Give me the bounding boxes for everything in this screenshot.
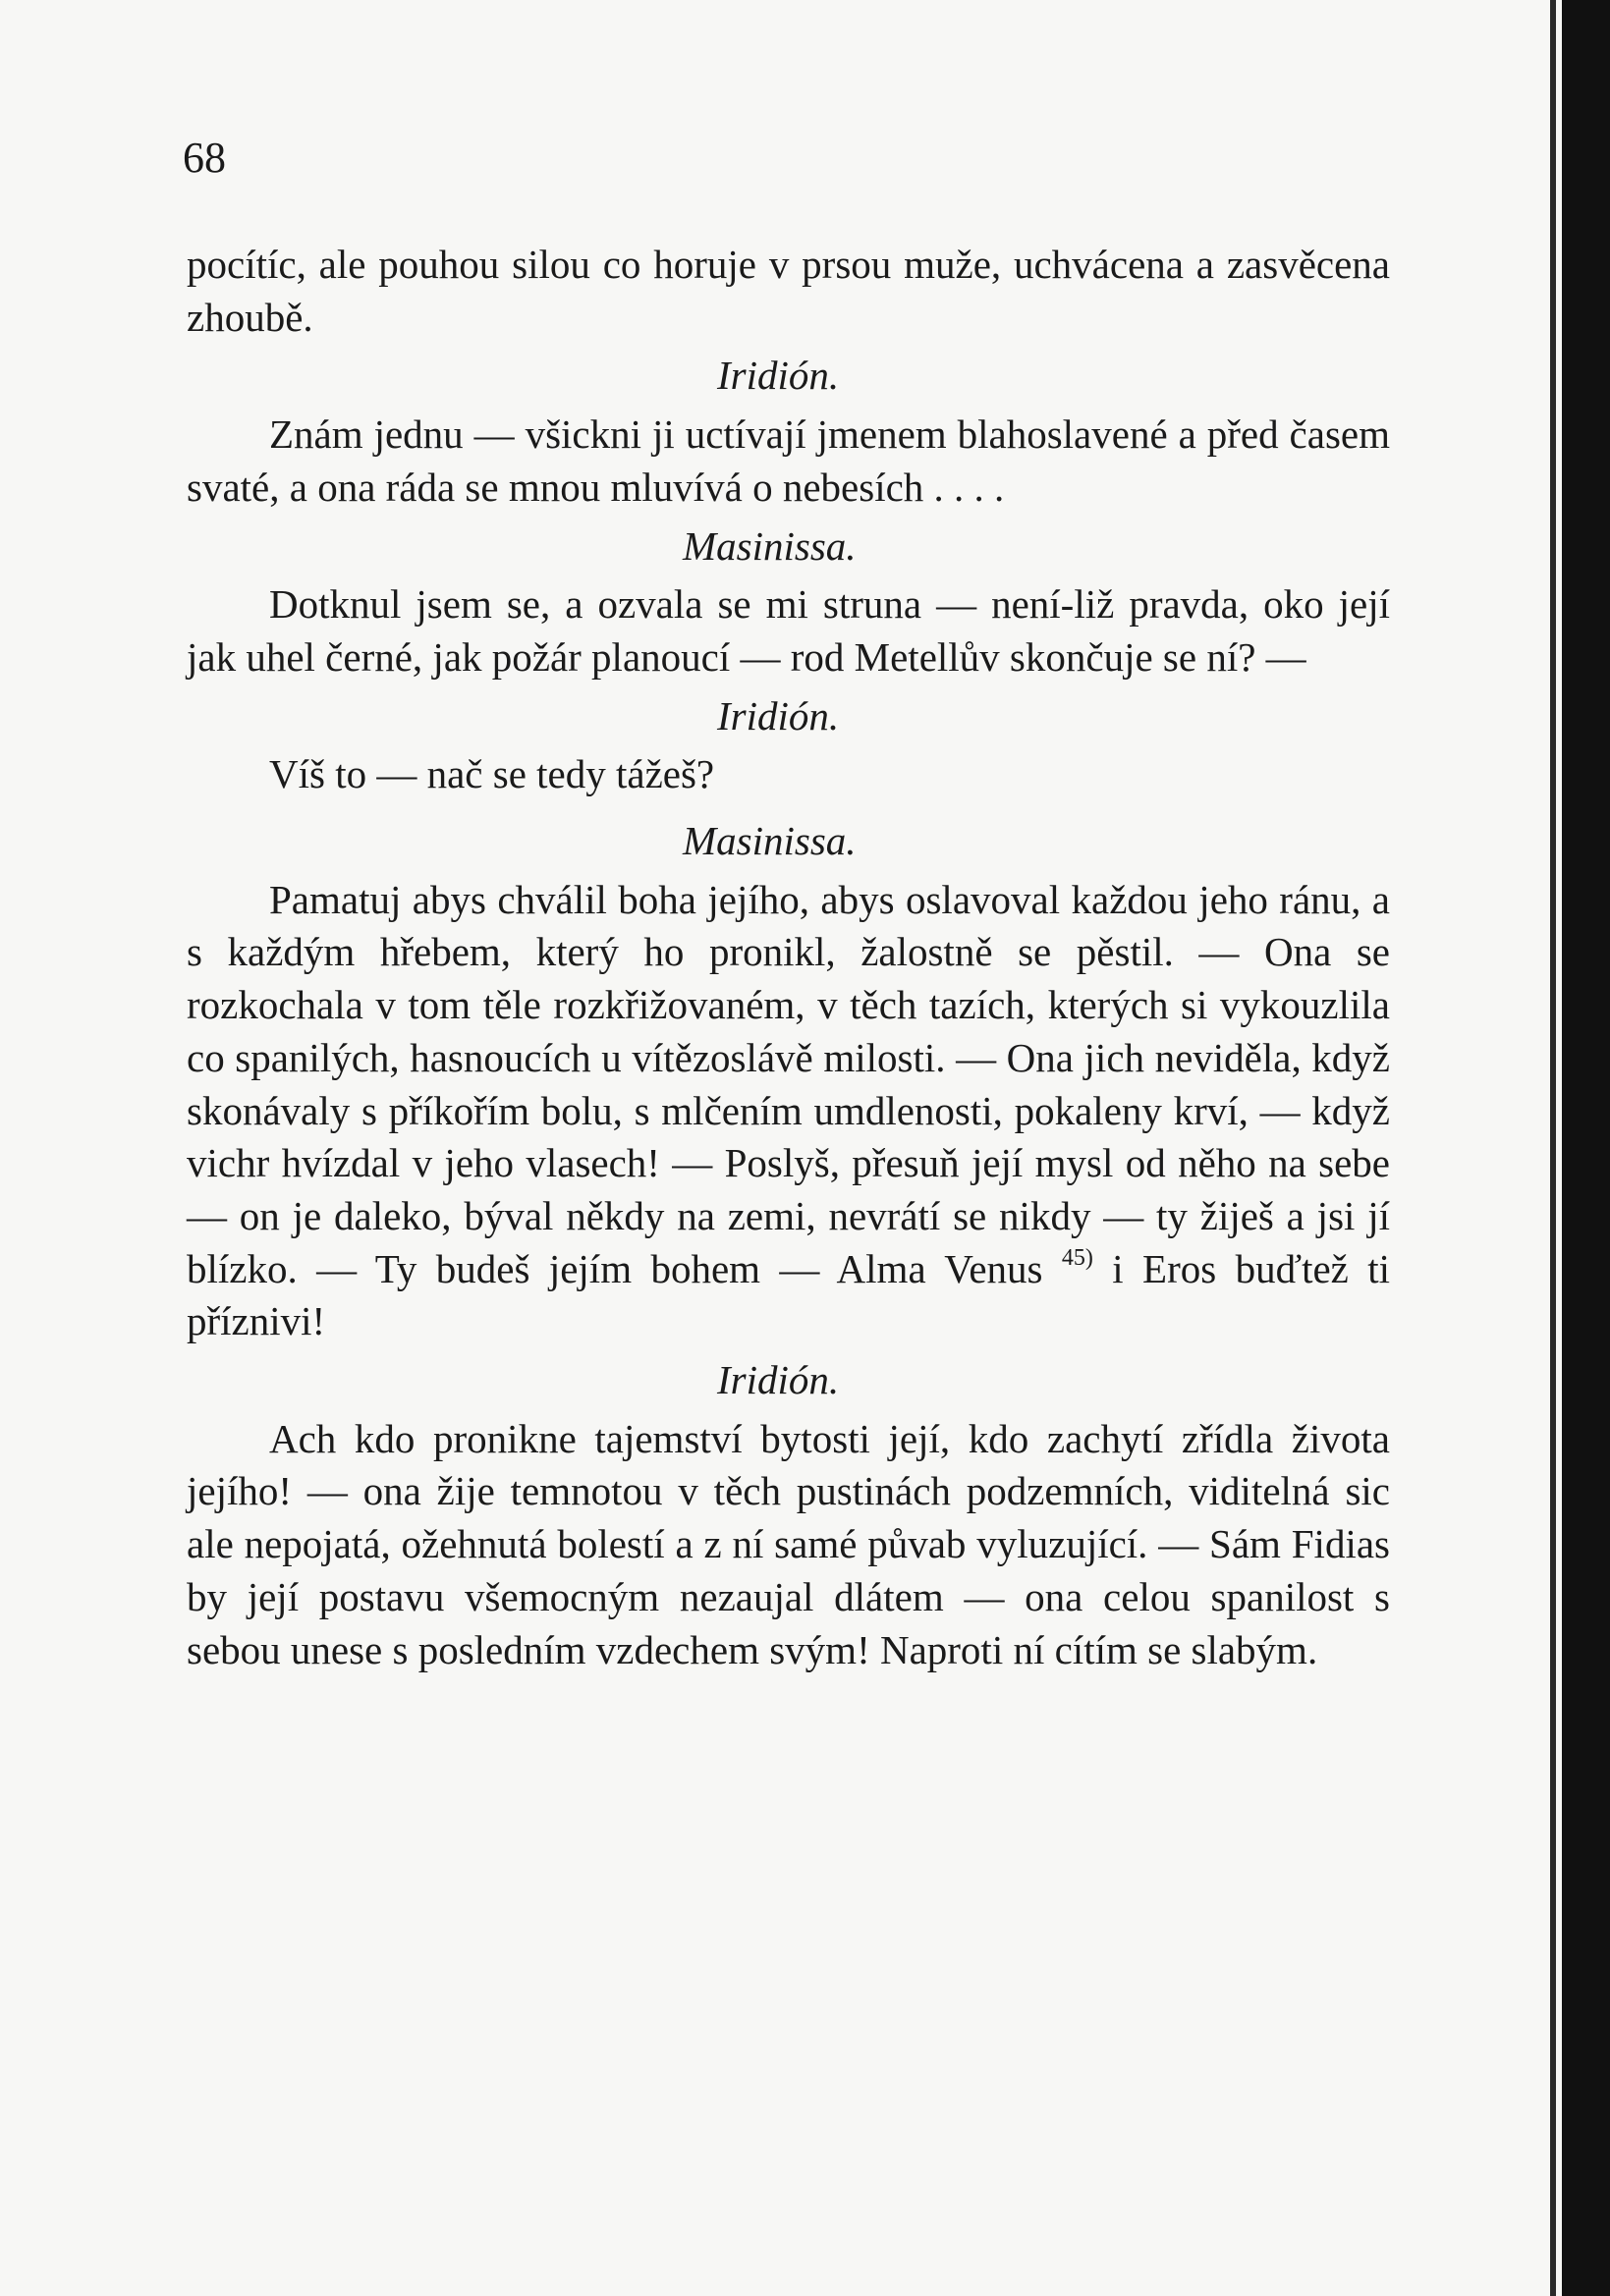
page-binding-edge xyxy=(1550,0,1556,2296)
paragraph-5-text: Pamatuj abys chválil boha jejího, abys oslavoval každou jeho ránu, a s každým hřebem, který ho pronikl, žalostně se pěstil. — Ona se rozkochala v tom těle rozkřižovaném, v těch tazích, kterých si vykouzlila co spanilých, hasnoucích u vítězoslávě milosti. — Ona jich neviděla, když skonávaly s příkořím bolu, s mlčením umdlenosti, pokaleny krví, — když vichr hvízdal v jeho vlasech! — Poslyš, přesuň její mysl od něho na sebe — on je daleko, býval někdy na zemi, nevrátí se nikdy — ty žiješ a jsi jí blízko. — Ty budeš jejím bohem — Alma Venus xyxy=(187,876,1390,1291)
paragraph-4: Víš to — nač se tedy tážeš? xyxy=(269,751,715,797)
speaker-label-masinissa-1: Masinissa. xyxy=(683,522,857,569)
paragraph-1: pocítíc, ale pouhou silou co horuje v prsou muže, uchvácena a zasvěcena zhoubě. xyxy=(187,242,1390,340)
paragraph-2: Znám jednu — všickni ji uctívají jmenem blahoslavené a před časem svaté, a ona ráda se mnou mluvívá o nebesích . . . . xyxy=(187,411,1390,510)
page-number: 68 xyxy=(183,134,226,182)
speaker-label-iridion-1: Iridión. xyxy=(717,353,840,399)
speaker-label-masinissa-2: Masinissa. xyxy=(683,818,857,864)
paragraph-6: Ach kdo pronikne tajemství bytosti její, kdo zachytí zřídla života jejího! — ona žije temnotou v těch pustinách podzemních, viditelná sic ale nepojatá, ožehnutá bolestí a z ní samé půvab vyluzující. — Sám Fidias by její postavu všemocným nezaujal dlátem — ona celou spanilost s sebou unese s posledním vzdechem svým! Naproti ní cítím se slabým. xyxy=(187,1415,1390,1672)
scan-border xyxy=(1562,0,1610,2296)
speaker-label-iridion-2: Iridión. xyxy=(717,692,840,738)
footnote-ref: 45) xyxy=(1061,1244,1093,1271)
page-body xyxy=(187,239,1390,1676)
paragraph-5 xyxy=(187,874,1390,1348)
paragraph-3: Dotknul jsem se, a ozvala se mi struna — není-liž pravda, oko její jak uhel černé, jak požár planoucí — rod Metellův skončuje se ní? — xyxy=(187,581,1390,680)
paragraph-5-tail: i Eros buďtež ti příznivi! xyxy=(187,1245,1391,1344)
speaker-label-iridion-3: Iridión. xyxy=(717,1357,840,1403)
